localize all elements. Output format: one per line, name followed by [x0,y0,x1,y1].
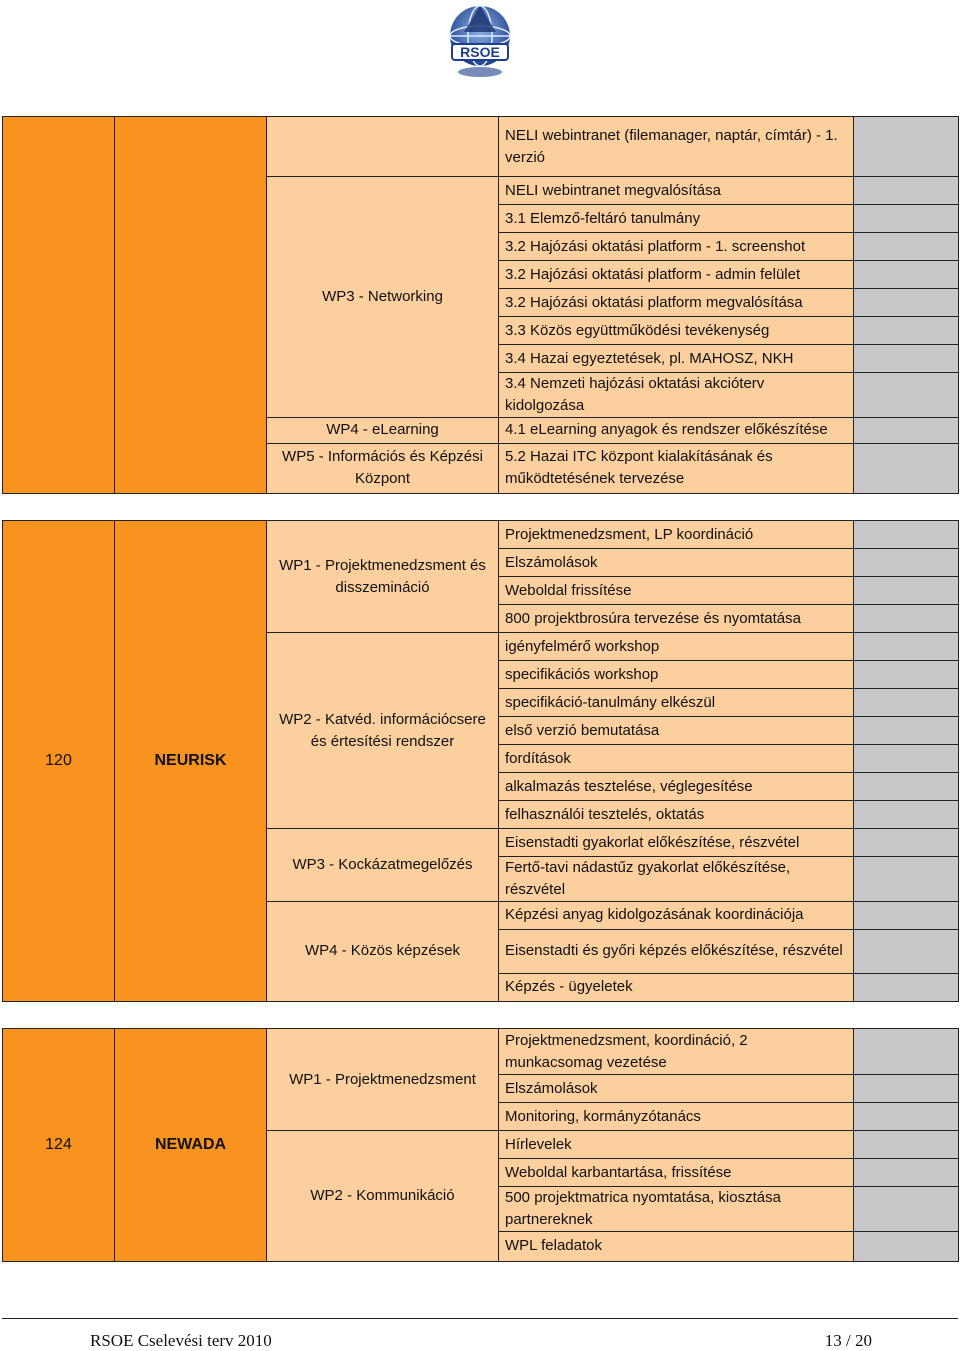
task-cell: Hírlevelek [499,1131,854,1159]
schedule-cell [854,1231,959,1261]
wp-cell: WP1 - Projektmenedzsment [267,1029,499,1131]
wp-cell: WP3 - Kockázatmegelőzés [267,829,499,902]
task-cell: első verzió bemutatása [499,717,854,745]
schedule-cell [854,901,959,929]
schedule-cell [854,177,959,205]
schedule-cell [854,605,959,633]
table-project-neurisk [2,520,959,1002]
task-cell: alkalmazás tesztelése, véglegesítése [499,773,854,801]
wp-cell: WP5 - Információs és Képzési Központ [267,443,499,493]
task-cell: NELI webintranet (filemanager, naptár, címtár) - 1. verzió [499,117,854,177]
task-cell: WPL feladatok [499,1231,854,1261]
schedule-cell [854,549,959,577]
task-cell: Weboldal karbantartása, frissítése [499,1159,854,1187]
task-cell: 800 projektbrosúra tervezése és nyomtatása [499,605,854,633]
schedule-cell [854,973,959,1001]
wp-cell: WP1 - Projektmenedzsment és disszemináció [267,521,499,633]
schedule-cell [854,233,959,261]
wp-cell: WP2 - Katvéd. információcsere és értesítési rendszer [267,633,499,829]
schedule-cell [854,261,959,289]
schedule-cell [854,929,959,973]
wp-cell: WP2 - Kommunikáció [267,1131,499,1262]
task-cell: Eisenstadti és győri képzés előkészítése, részvétel [499,929,854,973]
task-cell: Képzés - ügyeletek [499,973,854,1001]
task-cell: Fertő-tavi nádastűz gyakorlat előkészítése, részvétel [499,857,854,902]
schedule-cell [854,317,959,345]
schedule-cell [854,1075,959,1103]
schedule-cell [854,205,959,233]
task-cell: Projektmenedzsment, koordináció, 2 munkacsomag vezetése [499,1029,854,1075]
schedule-cell [854,117,959,177]
task-cell: Monitoring, kormányzótanács [499,1103,854,1131]
schedule-cell [854,345,959,373]
schedule-cell [854,801,959,829]
wp-cell: WP4 - Közös képzések [267,901,499,1001]
page-number: 13 / 20 [824,1331,872,1350]
task-cell: 3.3 Közös együttműködési tevékenység [499,317,854,345]
schedule-cell [854,745,959,773]
svg-text:RSOE: RSOE [460,44,500,60]
task-cell: Képzési anyag kidolgozásának koordinációja [499,901,854,929]
schedule-cell [854,717,959,745]
schedule-cell [854,829,959,857]
schedule-cell [854,289,959,317]
task-cell: 500 projektmatrica nyomtatása, kiosztása partnereknek [499,1187,854,1232]
schedule-cell [854,633,959,661]
project-number: 124 [3,1029,115,1262]
project-number: 120 [3,521,115,1002]
project-number-cell [3,117,115,494]
task-cell: Eisenstadti gyakorlat előkészítése, részvétel [499,829,854,857]
table-project-continued [2,116,959,494]
task-cell: 3.2 Hajózási oktatási platform - 1. screenshot [499,233,854,261]
task-cell: fordítások [499,745,854,773]
wp-cell [267,117,499,177]
task-cell: NELI webintranet megvalósítása [499,177,854,205]
task-cell: 3.2 Hajózási oktatási platform - admin felület [499,261,854,289]
task-cell: 3.4 Nemzeti hajózási oktatási akcióterv kidolgozása [499,373,854,418]
schedule-cell [854,443,959,493]
task-cell: 4.1 eLearning anyagok és rendszer előkészítése [499,417,854,443]
schedule-cell [854,417,959,443]
project-name: NEURISK [115,521,267,1002]
schedule-cell [854,577,959,605]
task-cell: 3.2 Hajózási oktatási platform megvalósítása [499,289,854,317]
schedule-cell [854,1187,959,1232]
task-cell: Weboldal frissítése [499,577,854,605]
task-cell: igényfelmérő workshop [499,633,854,661]
schedule-cell [854,1029,959,1075]
schedule-cell [854,521,959,549]
schedule-cell [854,773,959,801]
project-name-cell [115,117,267,494]
project-name: NEWADA [115,1029,267,1262]
task-cell: Elszámolások [499,549,854,577]
task-cell: 3.1 Elemző-feltáró tanulmány [499,205,854,233]
task-cell: 5.2 Hazai ITC központ kialakításának és működtetésének tervezése [499,443,854,493]
task-cell: 3.4 Hazai egyeztetések, pl. MAHOSZ, NKH [499,345,854,373]
schedule-cell [854,1103,959,1131]
page-footer [2,1318,958,1350]
schedule-cell [854,1131,959,1159]
footer-title: RSOE Cselevési terv 2010 [90,1331,272,1350]
task-cell: Projektmenedzsment, LP koordináció [499,521,854,549]
wp-cell: WP3 - Networking [267,177,499,418]
task-cell: specifikáció-tanulmány elkészül [499,689,854,717]
schedule-cell [854,857,959,902]
wp-cell: WP4 - eLearning [267,417,499,443]
task-cell: felhasználói tesztelés, oktatás [499,801,854,829]
table-project-newada [2,1028,959,1262]
rsoe-logo [438,2,522,82]
schedule-cell [854,689,959,717]
task-cell: specifikációs workshop [499,661,854,689]
schedule-cell [854,1159,959,1187]
task-cell: Elszámolások [499,1075,854,1103]
schedule-cell [854,373,959,418]
schedule-cell [854,661,959,689]
